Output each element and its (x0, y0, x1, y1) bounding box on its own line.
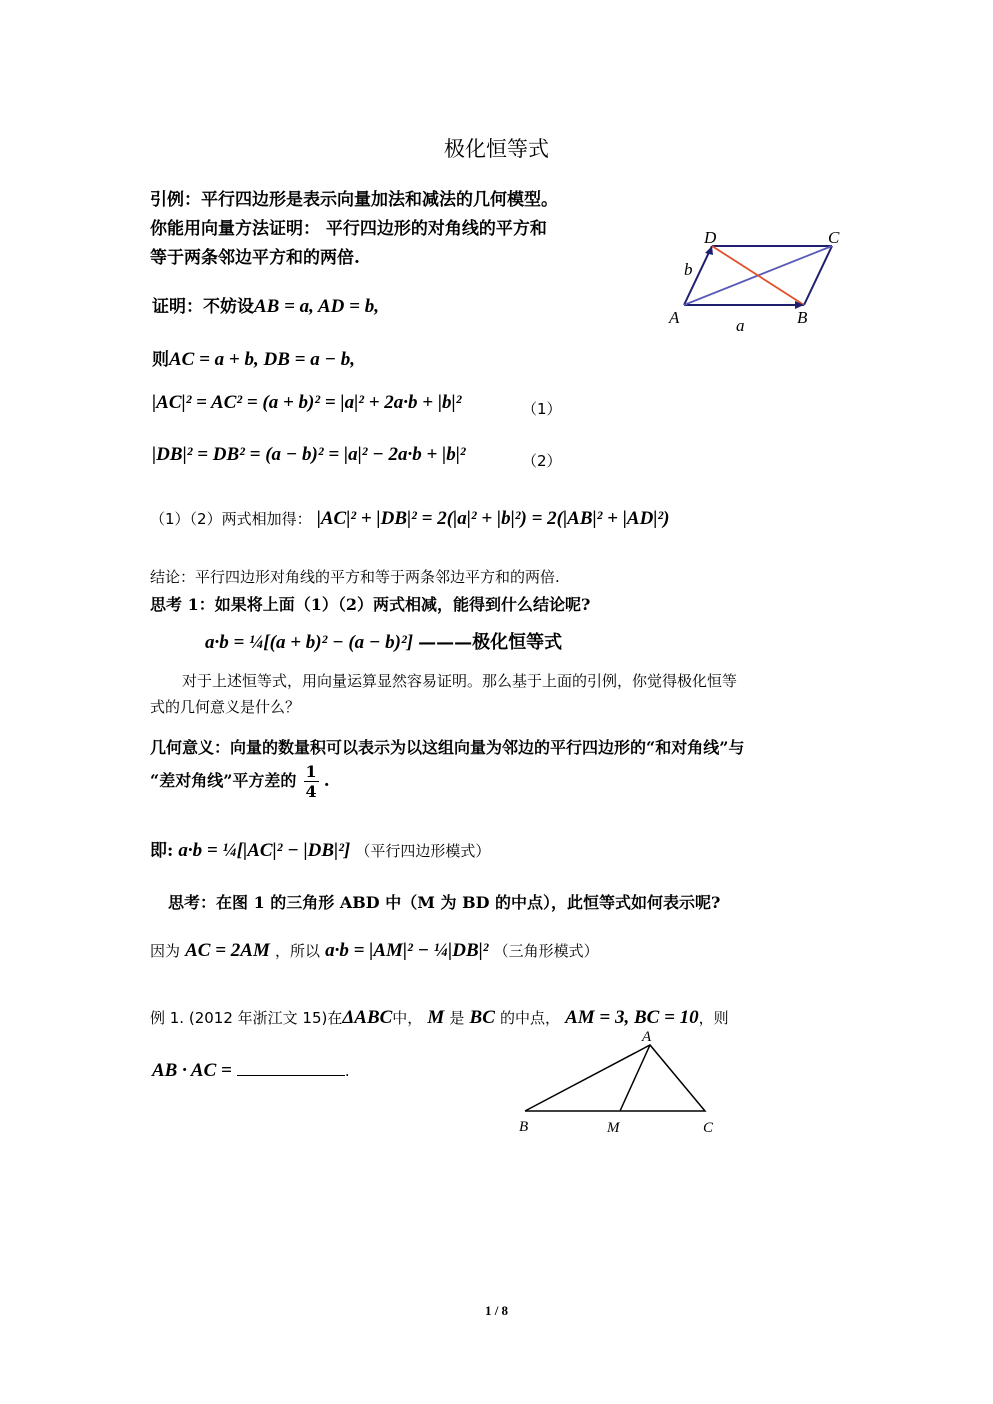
tri-label-m: M (607, 1120, 620, 1136)
parallelogram-mode (150, 836, 490, 862)
geometry-line-2-text: “差对角线”平方差的 (150, 771, 297, 790)
example-question (152, 1060, 350, 1082)
fraction-denominator: 4 (305, 782, 317, 801)
example-mid-3: 的中点， (499, 1009, 560, 1027)
triangle-figure (505, 1025, 735, 1140)
example-ask: AB · AC = (152, 1060, 232, 1081)
triangle-mode-prefix: 因为 (150, 942, 181, 960)
parallelogram-mode-prefix: 即: (150, 841, 174, 861)
proof-then-math: AC = a + b, DB = a − b, (169, 349, 355, 370)
triangle-mode (150, 940, 599, 962)
proof-setup-math: AB = a, AD = b, (254, 296, 379, 317)
geometry-line-1: 几何意义：向量的数量积可以表示为以这组向量为邻边的平行四边形的“和对角线”与 (150, 738, 745, 757)
equation-1-tag: （1） (522, 400, 562, 418)
example-bc: BC (469, 1007, 495, 1028)
paragraph-line-2: 式的几何意义是什么？ (150, 698, 301, 716)
tri-label-c: C (703, 1120, 714, 1136)
label-vec-b: b (684, 260, 693, 279)
label-d: D (704, 228, 717, 247)
identity-math: a·b = ¼[(a + b)² − (a − b)²] (205, 632, 414, 653)
geometry-line-2 (150, 762, 330, 801)
sum-prefix: （1）（2）两式相加得： (150, 510, 312, 528)
parallelogram-figure (660, 222, 850, 337)
sum-math: |AC|² + |DB|² = 2(|a|² + |b|²) = 2(|AB|² + |AD|²) (316, 508, 670, 529)
equation-2-tag: （2） (522, 452, 562, 470)
example-ask-end: . (344, 1062, 350, 1080)
tri-label-a: A (642, 1029, 652, 1045)
geometry-line-2-end: . (323, 771, 330, 791)
tri-label-b: B (519, 1119, 529, 1135)
arrow-b-icon (705, 246, 713, 255)
sum-line (150, 508, 670, 530)
example-m: M (427, 1007, 445, 1028)
fraction-one-quarter (304, 762, 319, 801)
proof-setup-prefix: 证明：不妨设 (152, 297, 254, 317)
triangle-abc (525, 1045, 705, 1111)
identity-label: ———极化恒等式 (418, 632, 563, 653)
fraction-numerator: 1 (305, 762, 317, 781)
intro-line-3: 等于两条邻边平方和的两倍. (150, 248, 360, 268)
think-1: 思考 1：如果将上面（1）（2）两式相减，能得到什么结论呢? (150, 595, 591, 614)
diagonal-db (712, 246, 804, 305)
proof-setup (152, 292, 379, 318)
proof-then (152, 345, 355, 371)
intro-line-1: 引例：平行四边形是表示向量加法和减法的几何模型。 (150, 190, 558, 210)
example-end: ，则 (698, 1009, 729, 1027)
example-prefix: 例 1. (2012 年浙江文 15)在 (150, 1009, 343, 1027)
parallelogram-mode-math: a·b = ¼[|AC|² − |DB|²] (178, 840, 351, 861)
triangle-mode-mid: ，所以 (274, 942, 320, 960)
label-c: C (828, 228, 840, 247)
equation-1: |AC|² = AC² = (a + b)² = |a|² + 2a·b + |b|² (152, 392, 462, 413)
label-b: B (797, 308, 808, 327)
paragraph-line-1: 对于上述恒等式，用向量运算显然容易证明。那么基于上面的引例，你觉得极化恒等 (182, 672, 738, 690)
page-title: 极化恒等式 (444, 137, 549, 161)
equation-2: |DB|² = DB² = (a − b)² = |a|² − 2a·b + |b|² (152, 444, 466, 465)
median-am (620, 1045, 650, 1111)
example-mid-1: 中， (392, 1009, 423, 1027)
example-mid-2: 是 (449, 1009, 465, 1027)
page-number: 1 / 8 (484, 1303, 509, 1318)
example-triangle: ΔABC (342, 1007, 393, 1028)
triangle-mode-math-2: a·b = |AM|² − ¼|DB|² (325, 940, 489, 961)
label-vec-a: a (736, 316, 745, 335)
proof-then-prefix: 则 (152, 350, 169, 370)
think-2: 思考：在图 1 的三角形 ABD 中（M 为 BD 的中点），此恒等式如何表示呢? (168, 893, 721, 912)
parallelogram-mode-label: （平行四边形模式） (355, 842, 491, 860)
triangle-mode-math-1: AC = 2AM (185, 940, 270, 961)
polarization-identity (205, 628, 562, 654)
conclusion-text: 结论：平行四边形对角线的平方和等于两条邻边平方和的两倍. (150, 568, 560, 586)
example-given: AM = 3, BC = 10 (565, 1007, 699, 1028)
answer-blank[interactable] (237, 1061, 345, 1076)
triangle-mode-label: （三角形模式） (493, 942, 599, 960)
label-a: A (669, 308, 680, 327)
intro-line-2: 你能用向量方法证明： 平行四边形的对角线的平方和 (150, 219, 547, 239)
